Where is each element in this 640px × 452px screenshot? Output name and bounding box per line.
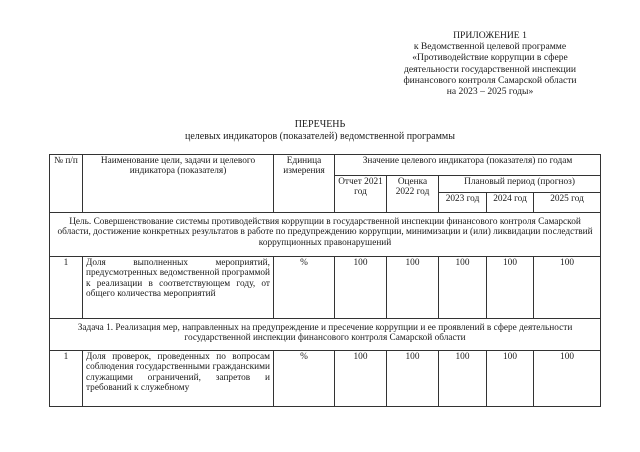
header-report: Отчет 2021 год <box>335 176 387 213</box>
appendix-line: ПРИЛОЖЕНИЕ 1 <box>453 30 527 41</box>
appendix-line: финансового контроля Самарской области <box>403 74 577 86</box>
appendix-line: на 2023 – 2025 годы» <box>446 86 534 98</box>
row1-2022: 100 <box>387 257 439 319</box>
row2-2024: 100 <box>487 351 534 407</box>
row2-name: Доля проверок, проведенных по вопросам соблюдения государственными гражданскими служащими ограничений, запретов и требований к служебному <box>83 351 274 407</box>
row2-num: 1 <box>50 351 83 407</box>
row2-2021: 100 <box>335 351 387 407</box>
goal-row: Цель. Совершенствование системы противодействия коррупции в государственной инспекции финансового контроля Самарской области, достижение конкретных результатов в работе по предупреждению коррупции, минимизации и (или) ликвидации последствий коррупционных правонарушений <box>50 213 601 257</box>
row2-2023: 100 <box>439 351 487 407</box>
appendix-line: к Ведомственной целевой программе <box>413 41 567 53</box>
indicators-table <box>49 154 601 407</box>
row2-unit: % <box>274 351 335 407</box>
task-row: Задача 1. Реализация мер, направленных на предупреждение и пресечение коррупции и ее проявлений в сфере деятельности государственной инспекции финансового контроля Самарской области <box>50 319 601 351</box>
appendix-block <box>380 30 600 97</box>
appendix-line: «Противодействие коррупции в сфере <box>412 52 568 64</box>
header-name: Наименование цели, задачи и целевого индикатора (показателя) <box>83 155 274 213</box>
row1-2023: 100 <box>439 257 487 319</box>
row1-name: Доля выполненных мероприятий, предусмотренных ведомственной программой к реализации в соответствующем году, от общего количества мероприятий <box>83 257 274 319</box>
row2-2022: 100 <box>387 351 439 407</box>
header-estimate: Оценка 2022 год <box>387 176 439 213</box>
row1-unit: % <box>274 257 335 319</box>
header-2023: 2023 год <box>439 193 487 213</box>
row1-2021: 100 <box>335 257 387 319</box>
document-title: ПЕРЕЧЕНЬ <box>294 119 346 130</box>
row2-2025: 100 <box>534 351 601 407</box>
header-2024: 2024 год <box>487 193 534 213</box>
row1-num: 1 <box>50 257 83 319</box>
header-2025: 2025 год <box>534 193 601 213</box>
row1-2024: 100 <box>487 257 534 319</box>
document-subtitle: целевых индикаторов (показателей) ведомственной программы <box>185 131 455 142</box>
header-num: № п/п <box>50 155 83 213</box>
header-unit: Единица измерения <box>274 155 335 213</box>
header-plan-group: Плановый период (прогноз) <box>439 176 601 193</box>
header-values-group: Значение целевого индикатора (показателя) по годам <box>335 155 601 176</box>
appendix-line: деятельности государственной инспекции <box>403 63 577 75</box>
row1-2025: 100 <box>534 257 601 319</box>
